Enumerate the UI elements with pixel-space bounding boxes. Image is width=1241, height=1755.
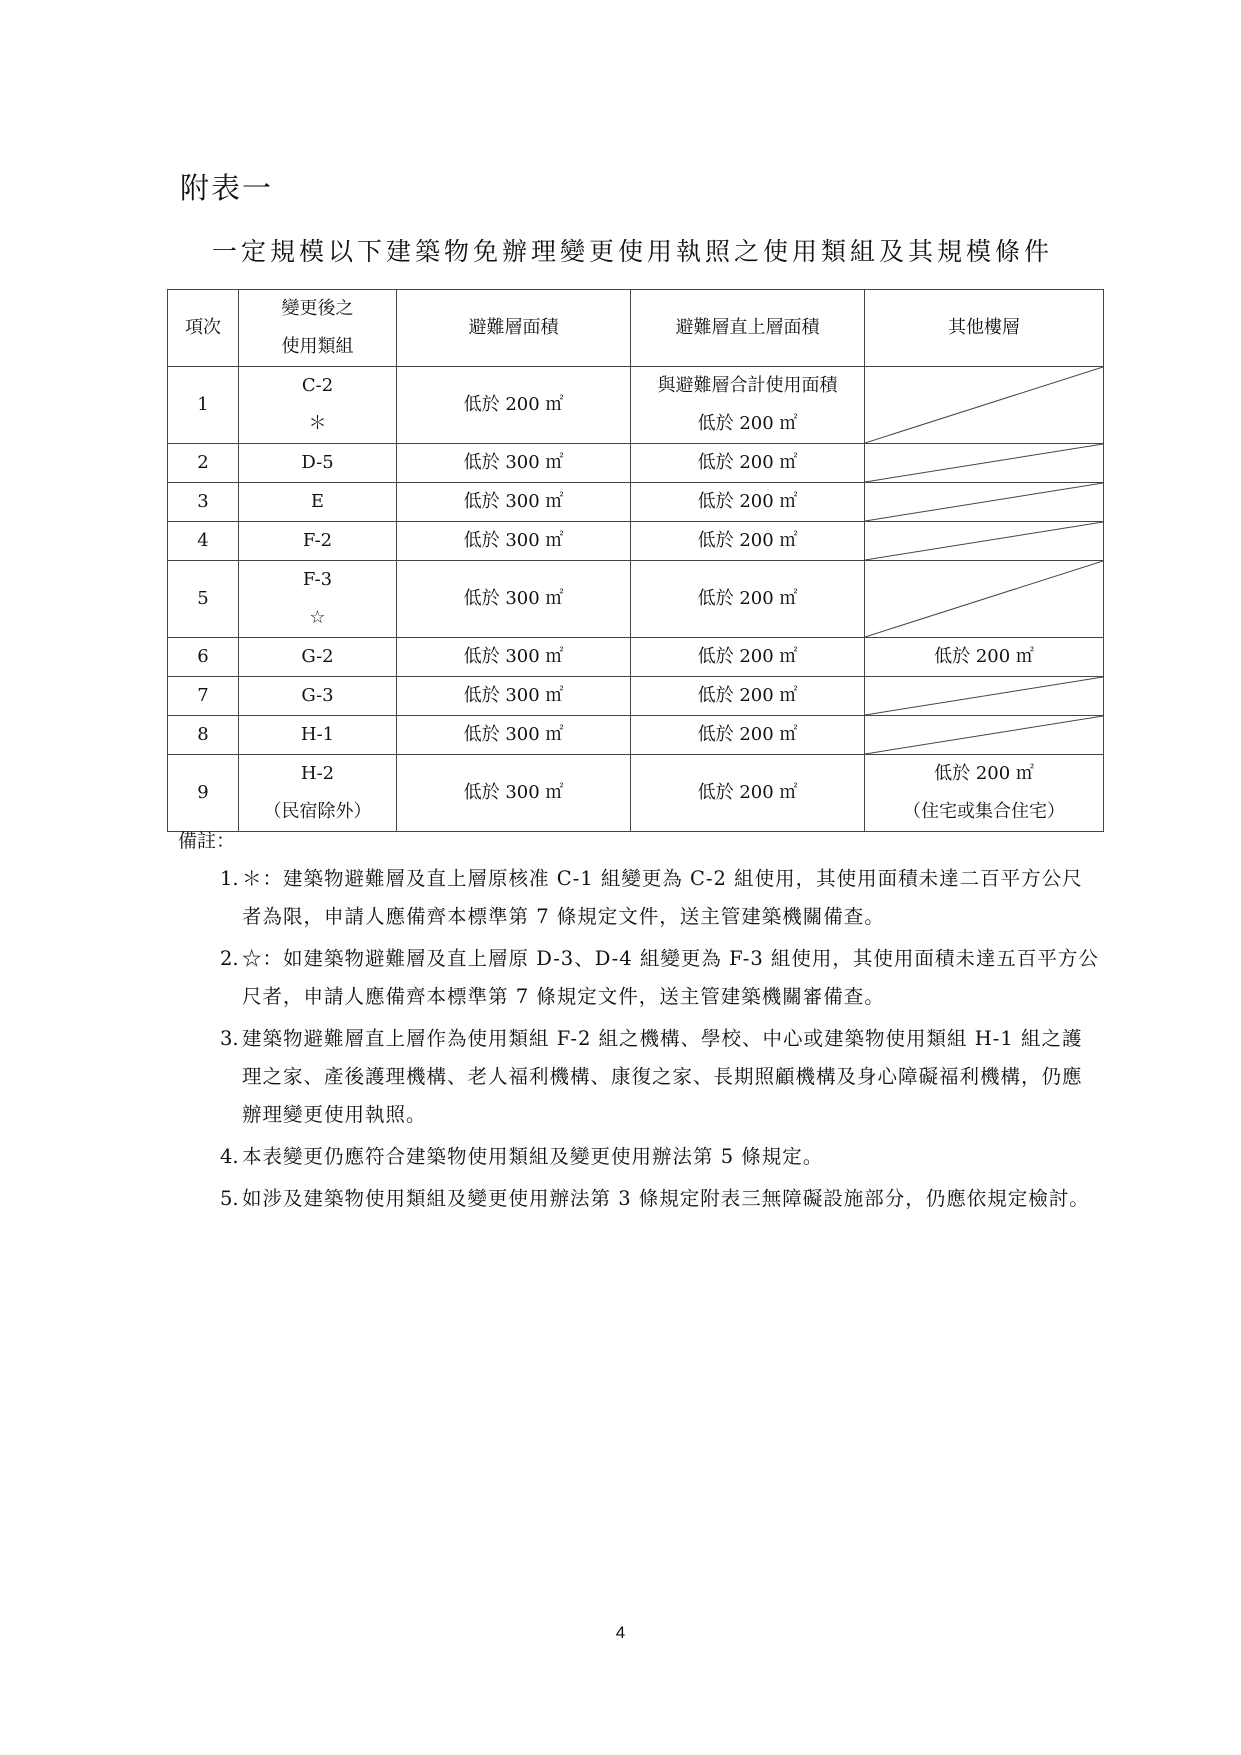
cell-upper: 低於 200 ㎡: [631, 483, 865, 522]
cell-group-note: （民宿除外）: [263, 801, 372, 822]
cell-other-na: [865, 367, 1104, 444]
cell-other-na: [865, 677, 1104, 716]
cell-item: 6: [168, 638, 239, 677]
note-text: ＊：建築物避難層及直上層原核准 C-1 組變更為 C-2 組使用，其使用面積未達二百平方公尺者為限，申請人應備齊本標準第 7 條規定文件，送主管建築機關備查。: [242, 867, 1083, 928]
cell-area: 低於 300 ㎡: [397, 561, 631, 638]
cell-upper-line1: 與避難層合計使用面積: [657, 375, 838, 396]
cell-upper: 低於 200 ㎡: [631, 638, 865, 677]
cell-area: 低於 300 ㎡: [397, 638, 631, 677]
table-row: [168, 483, 1104, 522]
cell-area: 低於 300 ㎡: [397, 716, 631, 755]
cell-other-na: [865, 444, 1104, 483]
note-text: 建築物避難層直上層作為使用類組 F-2 組之機構、學校、中心或建築物使用類組 H-1 組之護理之家、產後護理機構、老人福利機構、康復之家、長期照顧機構及身心障礙福利機構，仍應辦理變更使用執照。: [242, 1027, 1083, 1126]
cell-item: 1: [168, 367, 239, 444]
cell-upper-line2: 低於 200 ㎡: [697, 413, 798, 434]
header-other: 其他樓層: [865, 290, 1104, 367]
cell-area: 低於 300 ㎡: [397, 522, 631, 561]
cell-upper: 低於 200 ㎡: [631, 522, 865, 561]
cell-other-na: [865, 561, 1104, 638]
table-row: [168, 522, 1104, 561]
table-header-row: [168, 290, 1104, 367]
cell-other-na: [865, 522, 1104, 561]
cell-upper: 低於 200 ㎡: [631, 444, 865, 483]
cell-item: 4: [168, 522, 239, 561]
cell-upper: [631, 367, 865, 444]
header-group: [239, 290, 397, 367]
header-group-line2: 使用類組: [281, 336, 354, 357]
note-item: [220, 1020, 1100, 1134]
table-row: [168, 755, 1104, 832]
table-row: [168, 638, 1104, 677]
note-text: ☆：如建築物避難層及直上層原 D-3、D-4 組變更為 F-3 組使用，其使用面積未達五百平方公尺者，申請人應備齊本標準第 7 條規定文件，送主管建築機關審備查。: [242, 947, 1099, 1008]
note-number: 5.: [220, 1187, 239, 1210]
cell-group: G-3: [239, 677, 397, 716]
cell-group-mark: ＊: [308, 413, 327, 434]
note-text: 本表變更仍應符合建築物使用類組及變更使用辦法第 5 條規定。: [242, 1145, 824, 1168]
cell-other-line1: 低於 200 ㎡: [934, 763, 1034, 784]
header-group-line1: 變更後之: [281, 298, 354, 319]
diagonal-line-icon: [865, 367, 1103, 443]
diagonal-line-icon: [865, 561, 1103, 637]
diagonal-line-icon: [865, 483, 1103, 521]
cell-item: 9: [168, 755, 239, 832]
page-number: 4: [615, 1623, 626, 1642]
cell-other: 低於 200 ㎡: [865, 638, 1104, 677]
cell-item: 5: [168, 561, 239, 638]
note-number: 1.: [220, 867, 239, 890]
cell-upper: 低於 200 ㎡: [631, 755, 865, 832]
cell-upper: 低於 200 ㎡: [631, 716, 865, 755]
header-upper: 避難層直上層面積: [631, 290, 865, 367]
conditions-table: [167, 289, 1104, 832]
cell-area: 低於 300 ㎡: [397, 483, 631, 522]
cell-group: G-2: [239, 638, 397, 677]
cell-group-mark: ☆: [309, 607, 326, 628]
cell-other: [865, 755, 1104, 832]
appendix-label: 附表一: [180, 171, 274, 205]
cell-group: E: [239, 483, 397, 522]
note-number: 3.: [220, 1027, 239, 1050]
cell-area: 低於 300 ㎡: [397, 444, 631, 483]
diagonal-line-icon: [865, 522, 1103, 560]
cell-upper: 低於 200 ㎡: [631, 561, 865, 638]
diagonal-line-icon: [865, 444, 1103, 482]
cell-item: 7: [168, 677, 239, 716]
note-item: [220, 940, 1100, 1016]
table-row: [168, 677, 1104, 716]
cell-group: H-1: [239, 716, 397, 755]
note-item: [220, 1138, 1100, 1176]
cell-item: 8: [168, 716, 239, 755]
cell-group: D-5: [239, 444, 397, 483]
note-number: 4.: [220, 1145, 239, 1168]
diagonal-line-icon: [865, 677, 1103, 715]
cell-group: [239, 367, 397, 444]
cell-group-code: H-2: [300, 763, 335, 784]
diagonal-line-icon: [865, 716, 1103, 754]
document-title: 一定規模以下建築物免辦理變更使用執照之使用類組及其規模條件: [212, 237, 1054, 266]
cell-other-na: [865, 483, 1104, 522]
cell-group: [239, 561, 397, 638]
table-row: [168, 367, 1104, 444]
cell-upper: 低於 200 ㎡: [631, 677, 865, 716]
table-row: [168, 561, 1104, 638]
cell-area: 低於 300 ㎡: [397, 677, 631, 716]
note-text: 如涉及建築物使用類組及變更使用辦法第 3 條規定附表三無障礙設施部分，仍應依規定檢討。: [242, 1187, 1090, 1210]
table-row: [168, 716, 1104, 755]
cell-group-code: C-2: [301, 375, 334, 396]
cell-group: F-2: [239, 522, 397, 561]
cell-area: 低於 200 ㎡: [397, 367, 631, 444]
header-item: 項次: [168, 290, 239, 367]
note-item: [220, 860, 1100, 936]
note-number: 2.: [220, 947, 239, 970]
cell-item: 3: [168, 483, 239, 522]
cell-area: 低於 300 ㎡: [397, 755, 631, 832]
cell-item: 2: [168, 444, 239, 483]
notes-heading: 備註：: [178, 830, 236, 852]
notes-list: [220, 860, 1100, 1222]
table-row: [168, 444, 1104, 483]
cell-other-line2: （住宅或集合住宅）: [903, 801, 1065, 822]
cell-other-na: [865, 716, 1104, 755]
cell-group-code: F-3: [302, 569, 333, 590]
header-area: 避難層面積: [397, 290, 631, 367]
cell-group: [239, 755, 397, 832]
note-item: [220, 1180, 1100, 1218]
